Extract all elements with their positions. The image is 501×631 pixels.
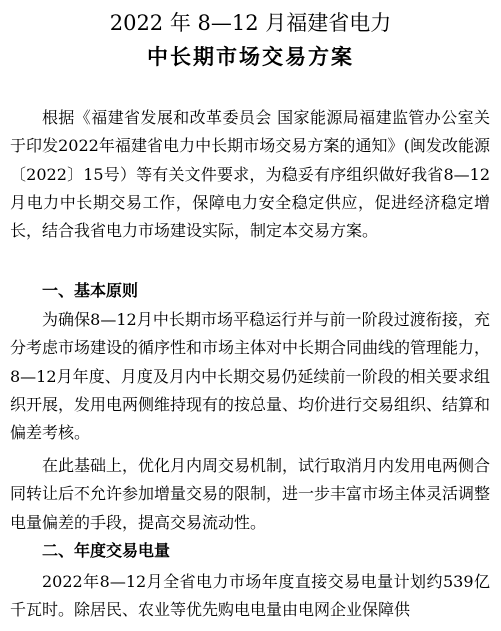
principles-paragraph-2: 在此基础上，优化月内周交易机制，试行取消月内发用电两侧合同转让后不允许参加增量交易的限制，进一步丰富市场主体灵活调整电量偏差的手段，提高交易流动性。 xyxy=(10,456,491,532)
intro-paragraph: 根据《福建省发展和改革委员会 国家能源局福建监管办公室关于印发2022年福建省电力中长期市场交易方案的通知》(闽发改能源〔2022〕15号）等有关文件要求，为稳妥有序组织做好我省8—12月电力中长期交易工作，保障电力安全稳定供应，促进经济稳定增长，结合我省电力市场建设实际，制定本交易方案。 xyxy=(10,108,490,241)
principles-paragraph-1: 为确保8—12月中长期市场平稳运行并与前一阶段过渡衔接，充分考虑市场建设的循序性和市场主体对中长期合同曲线的管理能力，8—12月年度、月度及月内中长期交易仍延续前一阶段的相关要求组织开展，发用电两侧维持现有的按总量、均价进行交易组织、结算和偏差考核。 xyxy=(10,310,491,443)
document-title-line-2: 中长期市场交易方案 xyxy=(147,44,354,69)
section-heading-basic-principles: 一、基本原则 xyxy=(42,281,139,300)
annual-volume-paragraph: 2022年8—12月全省电力市场年度直接交易电量计划约539亿千瓦时。除居民、农业等优先购电电量由电网企业保障供 xyxy=(10,572,490,620)
section-heading-annual-volume: 二、年度交易电量 xyxy=(42,541,171,560)
document-title-line-1: 2022 年 8—12 月福建省电力 xyxy=(109,11,392,35)
